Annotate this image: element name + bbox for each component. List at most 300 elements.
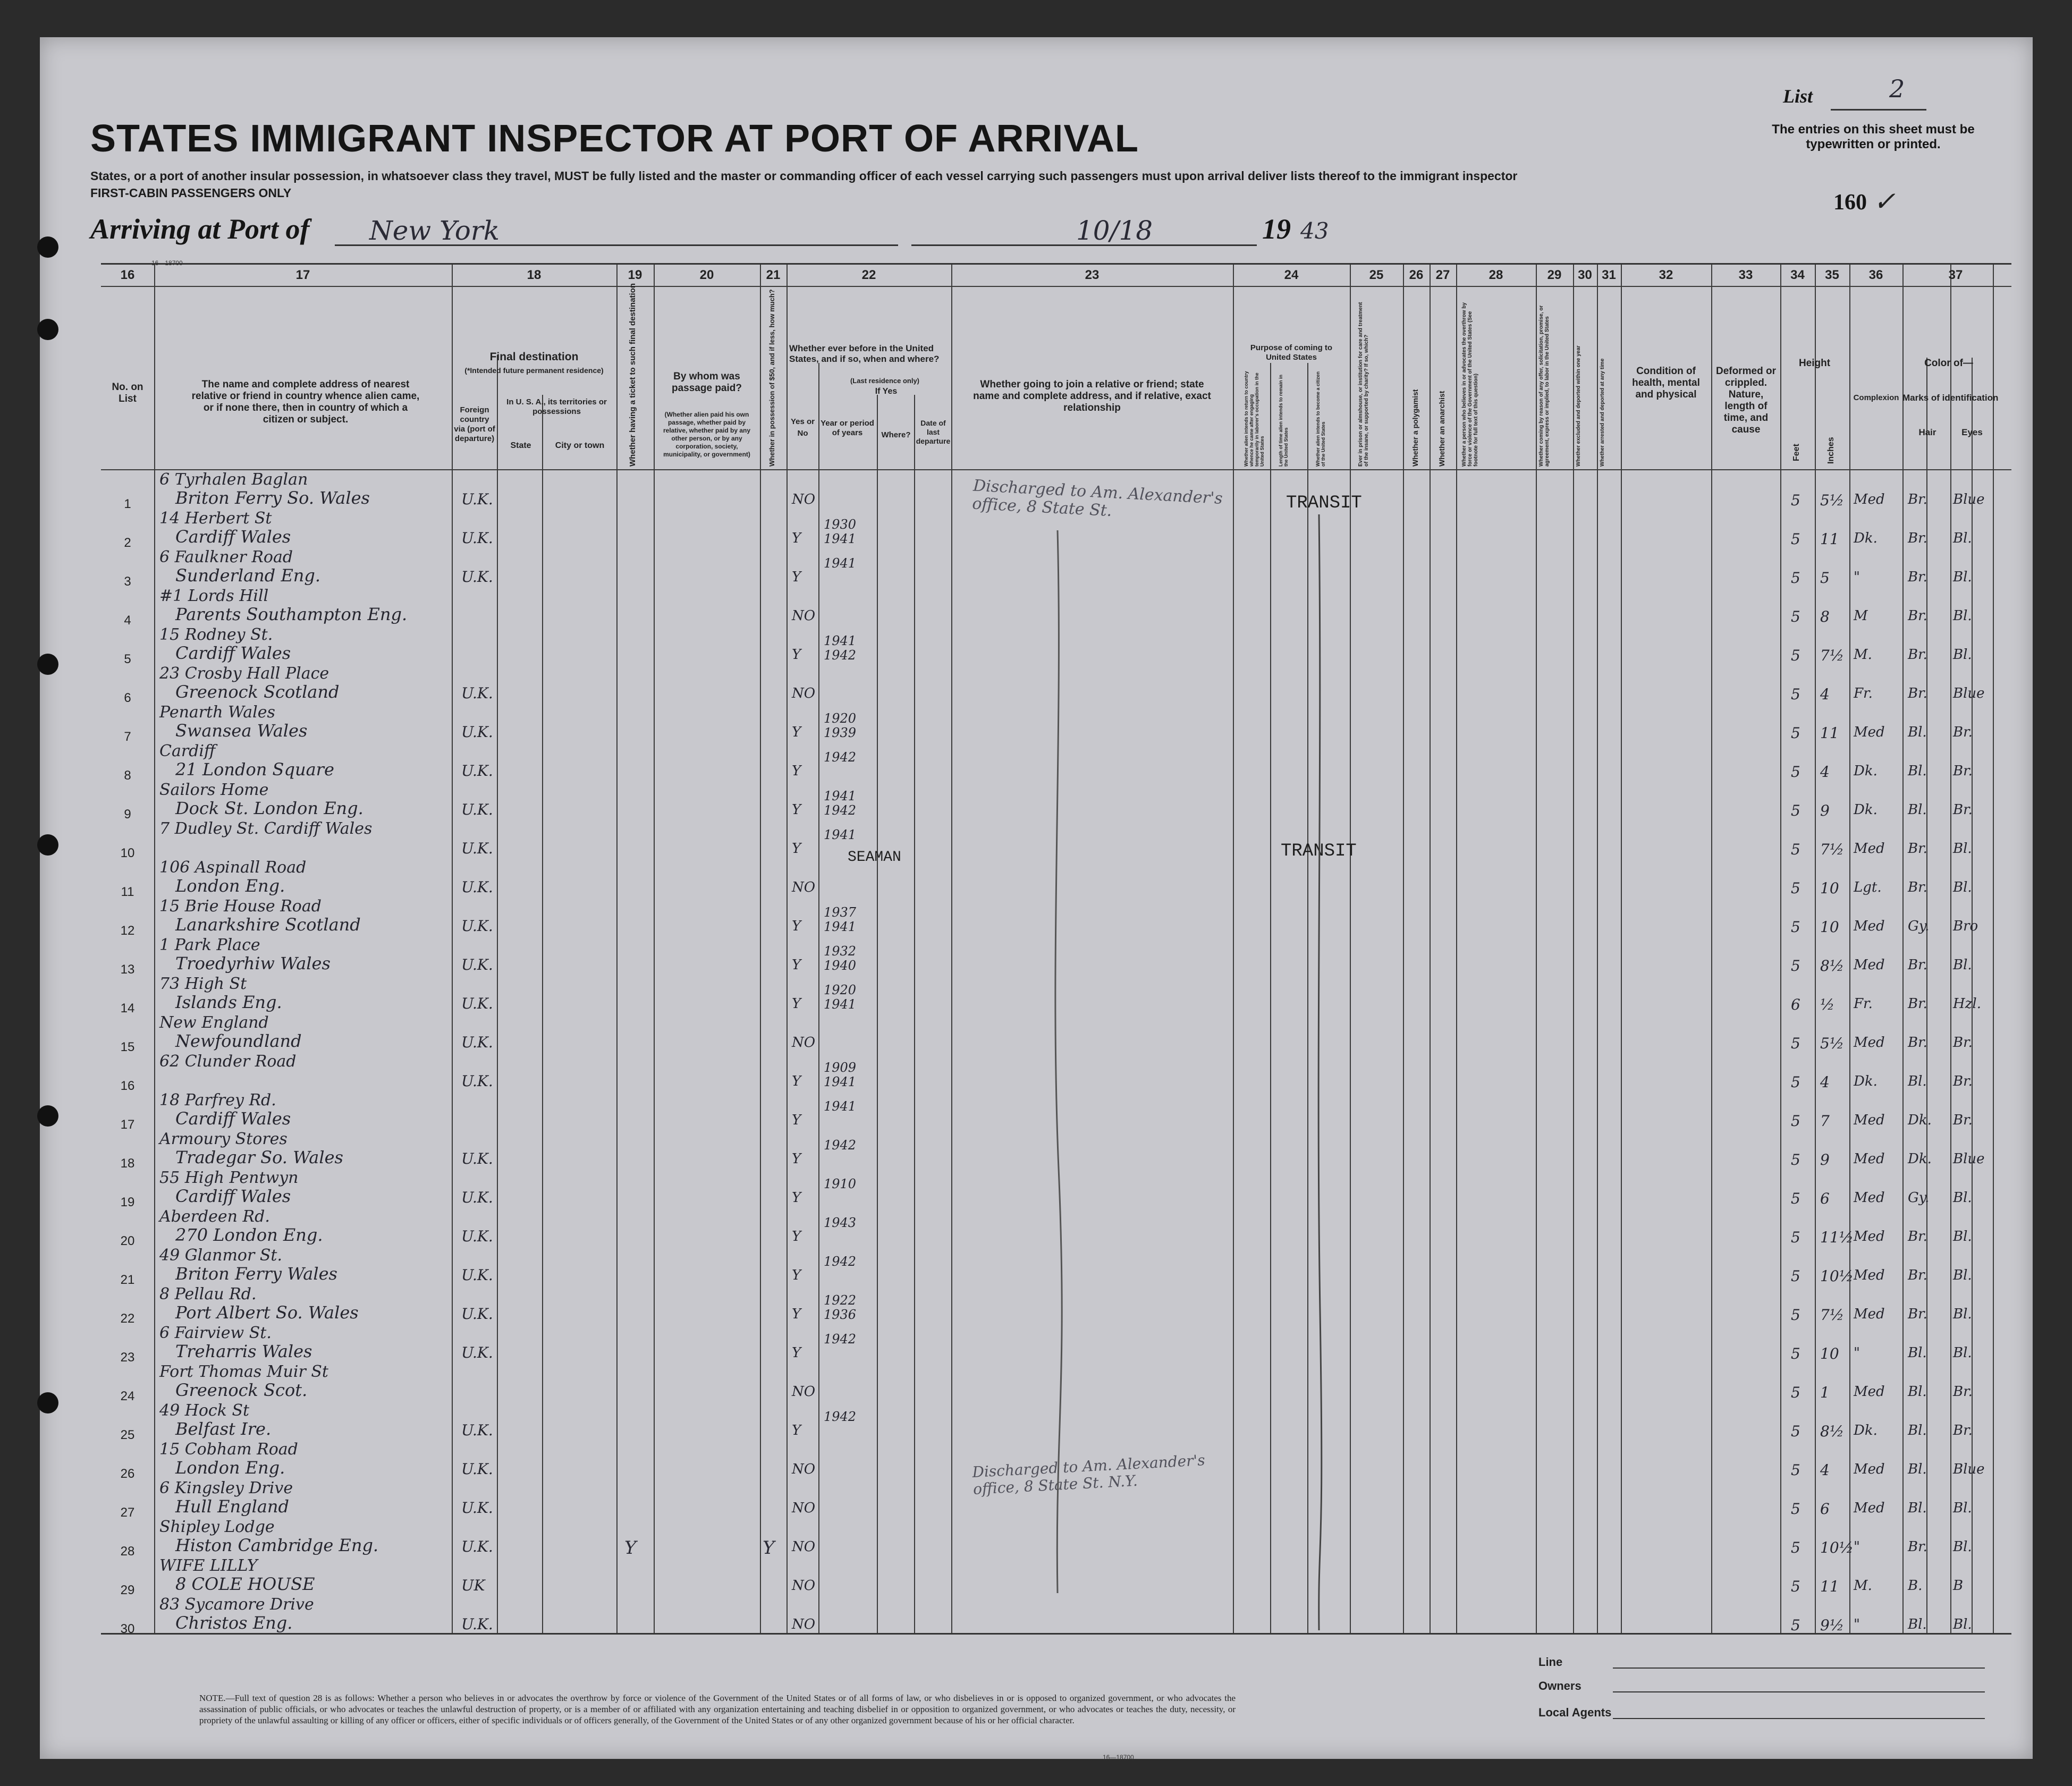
height-feet: 5 — [1791, 802, 1800, 819]
hair-color: Bl. — [1908, 1461, 1927, 1477]
relative-address-line: 6 Kingsley Drive — [159, 1479, 293, 1497]
complexion: Med — [1854, 1267, 1885, 1283]
column-number: 17 — [295, 268, 310, 282]
column-rule — [154, 265, 155, 1633]
height-inches: 9½ — [1820, 1616, 1844, 1634]
height-feet: 5 — [1791, 1073, 1800, 1091]
column-number: 35 — [1825, 268, 1839, 282]
foreign-country: U.K. — [461, 1266, 493, 1284]
height-feet: 5 — [1791, 879, 1800, 897]
height-inches: 4 — [1820, 1461, 1830, 1479]
eye-color: Hzl. — [1953, 996, 1981, 1012]
column-number: 30 — [1578, 268, 1592, 282]
header-hair: Hair — [1918, 427, 1936, 437]
row-number: 17 — [120, 1118, 135, 1132]
column-rule — [1430, 265, 1431, 1633]
relative-address: Cardiff Wales — [175, 1108, 291, 1129]
column-rule — [654, 265, 655, 1633]
relative-address: London Eng. — [175, 1458, 285, 1478]
relative-address-line: New England — [159, 1013, 269, 1032]
eye-color: Blue — [1953, 685, 1985, 701]
year-prefix: 19 — [1262, 213, 1291, 245]
relative-address-line: 23 Crosby Hall Place — [159, 664, 329, 683]
eye-color: Bl. — [1953, 879, 1972, 895]
punch-hole — [37, 1392, 58, 1413]
relative-address: Histon Cambridge Eng. — [175, 1535, 379, 1555]
before-us-years: 1941 — [824, 827, 857, 842]
column-rule — [1926, 358, 1927, 1633]
header-arrested: Whether arrested and deported at any time — [1600, 358, 1605, 467]
transit-stamp: TRANSIT — [1286, 493, 1362, 513]
foreign-country: U.K. — [461, 1228, 493, 1245]
hair-color: Br. — [1908, 1229, 1927, 1245]
column-number: 36 — [1868, 268, 1883, 282]
complexion: Med — [1854, 1461, 1885, 1477]
row-number: 24 — [120, 1389, 135, 1403]
footnote: NOTE.—Full text of question 28 is as follows: Whether a person who believes in or advocates the overthrow by force or violence of the Government of the United States or of all forms of law, or who disbelieves in or is opposed to organized government, or who advocates the assassination of public officials, or who advocates or teaches the unlawful destruction of property, or is a member of or affiliated with any organization entertaining and teaching disbelief in or opposition to organized government, or who advocates or teaches the duty, necessity, or propriety of the unlawful assaulting or killing of any officer or officers, either of specific individuals or of officers generally, of the Government of the United States or of any other organized government because of his or her official character. — [199, 1693, 1236, 1725]
height-feet: 5 — [1791, 1461, 1800, 1479]
hair-color: Bl. — [1908, 1616, 1927, 1632]
column-rule — [1780, 265, 1781, 1633]
complexion: Med — [1854, 1500, 1885, 1516]
hair-color: Bl. — [1908, 1423, 1927, 1438]
relative-address: 270 London Eng. — [175, 1225, 323, 1245]
height-feet: 5 — [1791, 647, 1800, 664]
before-us-yes-no: Y — [792, 1190, 801, 1206]
column-number: 18 — [527, 268, 542, 282]
row-number: 4 — [124, 613, 131, 628]
form-number: 16—18700 — [151, 259, 183, 267]
hair-color: Br. — [1908, 492, 1927, 507]
complexion: Med — [1854, 841, 1885, 857]
complexion: Med — [1854, 957, 1885, 973]
eye-color: Br. — [1953, 724, 1973, 740]
header-if-yes: If Yes — [875, 387, 898, 396]
height-feet: 5 — [1791, 1423, 1800, 1440]
relative-address-line: Penarth Wales — [159, 703, 275, 722]
before-us-years: 1937 1941 — [824, 905, 857, 934]
before-us-yes-no: Y — [792, 802, 801, 818]
eye-color: Blue — [1953, 1461, 1985, 1477]
before-us-yes-no: Y — [792, 724, 801, 740]
relative-address: Cardiff Wales — [175, 527, 291, 547]
height-feet: 5 — [1791, 1500, 1800, 1518]
foreign-country: U.K. — [461, 568, 493, 586]
header-before-us: Whether ever before in the United States, and if so, when and where? — [789, 343, 940, 364]
column-rule — [542, 395, 543, 1633]
column-rule — [914, 395, 915, 1633]
before-us-yes-no: NO — [792, 1539, 816, 1555]
relative-address-line: 15 Rodney St. — [159, 625, 273, 644]
column-rule — [1711, 265, 1712, 1633]
height-inches: ½ — [1820, 996, 1835, 1013]
relative-address: Greenock Scotland — [175, 682, 340, 702]
local-agents-field — [1613, 1718, 1985, 1719]
column-rule — [760, 265, 761, 1633]
before-us-years: 1943 — [824, 1215, 857, 1230]
complexion: Med — [1854, 1190, 1885, 1206]
height-inches: 5½ — [1820, 492, 1844, 509]
list-label: List — [1783, 86, 1813, 107]
header-excluded: Whether excluded and deported within one year — [1576, 345, 1582, 467]
column-number: 28 — [1489, 268, 1503, 282]
height-feet: 5 — [1791, 957, 1800, 975]
relative-address-line: Sailors Home — [159, 781, 269, 799]
page-number: 160 — [1833, 190, 1867, 215]
column-rule — [1270, 363, 1271, 1633]
height-feet: 5 — [1791, 918, 1800, 936]
relative-address-line: 73 High St — [159, 975, 247, 993]
hair-color: Br. — [1908, 879, 1927, 895]
foreign-country: U.K. — [461, 762, 493, 780]
pen-stroke — [1047, 530, 1068, 1593]
complexion: Lgt. — [1854, 879, 1882, 895]
before-us-yes-no: NO — [792, 1500, 816, 1516]
foreign-country: U.K. — [461, 1150, 493, 1167]
before-us-years: 1942 — [824, 1254, 857, 1269]
column-rule — [1233, 265, 1234, 1633]
row-number: 16 — [120, 1079, 135, 1093]
row-number: 20 — [120, 1234, 135, 1248]
eye-color: Bl. — [1953, 1267, 1972, 1283]
column-rule — [1597, 265, 1598, 1633]
eye-color: Blue — [1953, 1151, 1985, 1167]
hair-color: Br. — [1908, 1539, 1927, 1555]
class-line: FIRST-CABIN PASSENGERS ONLY — [90, 186, 292, 200]
height-inches: 11 — [1820, 724, 1839, 742]
eye-color: Bl. — [1953, 569, 1972, 585]
form-number: 16—18700 — [1103, 1754, 1134, 1761]
column-number: 16 — [120, 268, 135, 282]
height-feet: 6 — [1791, 996, 1800, 1013]
header-ticket: Whether having a ticket to such final destination — [628, 283, 637, 467]
before-us-yes-no: Y — [792, 1073, 801, 1089]
column-rule — [1307, 363, 1308, 1633]
relative-address: Swansea Wales — [175, 721, 308, 741]
height-inches: 7½ — [1820, 647, 1844, 664]
header-foreign-country: Foreign country via (port of departure) — [454, 405, 495, 443]
foreign-country: U.K. — [461, 956, 493, 974]
column-number: 23 — [1085, 268, 1100, 282]
column-number: 37 — [1948, 268, 1963, 282]
height-inches: 5 — [1820, 569, 1830, 587]
line-label: Line — [1538, 1655, 1563, 1669]
height-inches: 10½ — [1820, 1539, 1854, 1556]
foreign-country: U.K. — [461, 801, 493, 818]
row-number: 21 — [120, 1273, 135, 1287]
column-rule — [616, 265, 618, 1633]
eye-color: Bl. — [1953, 1190, 1972, 1206]
relative-address-line: 55 High Pentwyn — [159, 1169, 299, 1187]
complexion: Med — [1854, 724, 1885, 740]
before-us-yes-no: Y — [792, 841, 801, 857]
relative-address: Cardiff Wales — [175, 643, 291, 663]
before-us-years: 1942 — [824, 1332, 857, 1347]
before-us-yes-no: Y — [792, 763, 801, 779]
relative-address: Troedyrhiw Wales — [175, 953, 331, 974]
column-rule — [1456, 265, 1457, 1633]
column-rule — [497, 355, 498, 1633]
header-yes-no: Yes or No — [790, 417, 815, 438]
relative-address-line: 8 Pellau Rd. — [159, 1285, 257, 1303]
header-final-destination: Final destination — [489, 351, 579, 363]
column-number: 22 — [861, 268, 876, 282]
column-rule — [951, 265, 952, 1633]
foreign-country: U.K. — [461, 529, 493, 547]
relative-address-line: 14 Herbert St — [159, 509, 272, 528]
eye-color: Br. — [1953, 1423, 1973, 1438]
joining-note: Discharged to Am. Alexander's office, 8 State St. N.Y. — [971, 1451, 1206, 1498]
before-us-yes-no: Y — [792, 530, 801, 546]
punch-hole — [37, 834, 58, 856]
relative-address: Briton Ferry So. Wales — [175, 488, 370, 508]
complexion: Med — [1854, 492, 1885, 507]
eye-color: Bl. — [1953, 608, 1972, 624]
foreign-country: U.K. — [461, 490, 493, 508]
header-joining: Whether going to join a relative or friend; state name and complete address, and if relative, exact relationship — [973, 379, 1211, 413]
column-rule — [452, 265, 453, 1633]
height-inches: 7 — [1820, 1112, 1830, 1130]
header-prison: Ever in prison or almshouse, or institution for care and treatment of the insane, or supported by charity? If so, which? — [1358, 302, 1369, 467]
relative-address: 8 COLE HOUSE — [175, 1574, 315, 1594]
foreign-country: U.K. — [461, 878, 493, 896]
height-inches: 5½ — [1820, 1035, 1844, 1052]
before-us-years: 1930 1941 — [824, 517, 857, 546]
header-anarchist: Whether an anarchist — [1437, 391, 1446, 467]
complexion: Med — [1854, 1035, 1885, 1051]
height-feet: 5 — [1791, 1306, 1800, 1324]
column-number: 33 — [1738, 268, 1753, 282]
height-inches: 6 — [1820, 1190, 1830, 1207]
typewritten-instruction: The entries on this sheet must be typewritten or printed. — [1772, 122, 1975, 151]
port-value: New York — [369, 215, 500, 246]
before-us-years: 1909 1941 — [824, 1060, 857, 1089]
row-number: 5 — [124, 652, 131, 666]
column-number: 31 — [1602, 268, 1616, 282]
before-us-yes-no: Y — [792, 647, 801, 663]
height-feet: 5 — [1791, 492, 1800, 509]
height-feet: 5 — [1791, 569, 1800, 587]
column-number: 21 — [766, 268, 781, 282]
height-feet: 5 — [1791, 1229, 1800, 1246]
relative-address: Treharris Wales — [175, 1341, 312, 1361]
hair-color: Bl. — [1908, 1345, 1927, 1361]
column-rule — [1573, 265, 1574, 1633]
row-number: 9 — [124, 807, 131, 822]
relative-address: Dock St. London Eng. — [175, 798, 363, 818]
relative-address-line: Armoury Stores — [159, 1130, 287, 1148]
relative-address: Sunderland Eng. — [175, 565, 321, 586]
owners-field — [1613, 1691, 1985, 1692]
eye-color: Br. — [1953, 763, 1973, 779]
owners-label: Owners — [1538, 1679, 1582, 1692]
height-inches: 9 — [1820, 1151, 1830, 1169]
hair-color: Br. — [1908, 1035, 1927, 1051]
column-number: 27 — [1435, 268, 1450, 282]
foreign-country: U.K. — [461, 840, 493, 857]
row-number: 23 — [120, 1350, 135, 1365]
relative-address-line: Shipley Lodge — [159, 1518, 275, 1536]
row-number: 2 — [124, 536, 131, 550]
seaman-note: SEAMAN — [848, 849, 901, 866]
column-rule — [1972, 358, 1973, 1633]
relative-address-line: 6 Fairview St. — [159, 1324, 272, 1342]
header-money: Whether in possession of $50, and if less, how much? — [768, 289, 776, 467]
complexion: Med — [1854, 1151, 1885, 1167]
header-last-residence: (Last residence only) — [850, 377, 920, 385]
column-rule — [1815, 265, 1816, 1633]
eye-color: Bro — [1953, 918, 1978, 934]
foreign-country: U.K. — [461, 1460, 493, 1478]
complexion: " — [1854, 1539, 1860, 1555]
hair-color: Bl. — [1908, 1500, 1927, 1516]
foreign-country: U.K. — [461, 1034, 493, 1051]
hair-color: Br. — [1908, 530, 1927, 546]
port-label: Arriving at Port of — [90, 213, 310, 245]
height-feet: 5 — [1791, 1539, 1800, 1556]
column-rule — [1849, 265, 1850, 1633]
height-feet: 5 — [1791, 1616, 1800, 1634]
height-feet: 5 — [1791, 1267, 1800, 1285]
complexion: Fr. — [1854, 996, 1873, 1012]
height-feet: 5 — [1791, 1151, 1800, 1169]
relative-address: Port Albert So. Wales — [175, 1302, 359, 1323]
eye-color: Bl. — [1953, 957, 1972, 973]
complexion: M — [1854, 608, 1868, 624]
before-us-yes-no: Y — [792, 569, 801, 585]
relative-address: Newfoundland — [175, 1031, 302, 1051]
column-number: 20 — [699, 268, 714, 282]
relative-address: Islands Eng. — [175, 992, 282, 1012]
eye-color: B — [1953, 1578, 1964, 1594]
row-number: 22 — [120, 1311, 135, 1326]
page-subtitle: States, or a port of another insular possession, in whatsoever class they travel, MUST be fully listed and the master or commanding officer of each vessel carrying such passengers must upon arrival deliver lists thereof to the immigrant inspector — [90, 169, 1518, 183]
height-feet: 5 — [1791, 1578, 1800, 1595]
before-us-yes-no: NO — [792, 1616, 816, 1632]
height-inches: 8½ — [1820, 957, 1844, 975]
before-us-yes-no: NO — [792, 608, 816, 624]
before-us-yes-no: NO — [792, 1035, 816, 1051]
height-inches: 4 — [1820, 685, 1830, 703]
relative-address-line: 6 Faulkner Road — [159, 548, 293, 566]
row-number: 10 — [120, 846, 135, 860]
row-number: 30 — [120, 1622, 135, 1636]
height-feet: 5 — [1791, 1345, 1800, 1362]
column-rule — [1350, 265, 1351, 1633]
header-no-on-list: No. on List — [112, 382, 143, 404]
complexion: Med — [1854, 1306, 1885, 1322]
foreign-country: U.K. — [461, 1189, 493, 1206]
before-us-yes-no: Y — [792, 918, 801, 934]
foreign-country: U.K. — [461, 1072, 493, 1090]
before-us-yes-no: NO — [792, 492, 816, 507]
relative-address-line: #1 Lords Hill — [159, 587, 269, 605]
relative-address-line: Fort Thomas Muir St — [159, 1362, 328, 1381]
header-inches: Inches — [1826, 437, 1836, 464]
punch-hole — [37, 319, 58, 340]
complexion: " — [1854, 1616, 1860, 1632]
column-number: 32 — [1659, 268, 1673, 282]
eye-color: Bl. — [1953, 647, 1972, 663]
column-rule — [786, 265, 788, 1633]
before-us-yes-no: Y — [792, 1151, 801, 1167]
height-feet: 5 — [1791, 1384, 1800, 1401]
eye-color: Br. — [1953, 1384, 1973, 1400]
header-deformed: Deformed or crippled. Nature, length of time, and cause — [1716, 366, 1776, 435]
height-inches: 11½ — [1820, 1229, 1854, 1246]
column-rule — [1902, 265, 1904, 1633]
before-us-yes-no: Y — [792, 1345, 801, 1361]
header-where: Where? — [881, 430, 911, 439]
row-number: 6 — [124, 691, 131, 705]
height-inches: 10½ — [1820, 1267, 1854, 1285]
before-us-yes-no: Y — [792, 1306, 801, 1322]
before-us-yes-no: Y — [792, 1229, 801, 1245]
column-rule — [1621, 265, 1622, 1633]
header-date-departure: Date of last departure — [916, 419, 951, 445]
relative-address-line: 106 Aspinall Road — [159, 858, 307, 877]
column-number: 19 — [628, 268, 642, 282]
header-polygamist: Whether a polygamist — [1411, 389, 1419, 467]
punch-hole — [37, 236, 58, 258]
relative-address-line: 15 Brie House Road — [159, 897, 322, 916]
row-number: 12 — [120, 924, 135, 938]
header-feet: Feet — [1792, 444, 1801, 461]
relative-address-line: 83 Sycamore Drive — [159, 1595, 314, 1614]
column-number: 25 — [1369, 268, 1384, 282]
list-value: 2 — [1889, 74, 1905, 103]
hair-color: Br. — [1908, 608, 1927, 624]
relative-address-line: 49 Hock St — [159, 1401, 250, 1420]
relative-address: Greenock Scot. — [175, 1380, 308, 1400]
hair-color: Br. — [1908, 1306, 1927, 1322]
relative-address: Hull England — [175, 1496, 290, 1517]
before-us-years: 1920 1939 — [824, 711, 857, 740]
height-inches: 8 — [1820, 608, 1830, 625]
column-rule — [877, 395, 878, 1633]
before-us-yes-no: Y — [792, 1267, 801, 1283]
foreign-country: U.K. — [461, 723, 493, 741]
relative-address: Briton Ferry Wales — [175, 1264, 337, 1284]
ticket-mark: Y — [624, 1537, 637, 1559]
height-inches: 4 — [1820, 763, 1830, 781]
complexion: Med — [1854, 1112, 1885, 1128]
manifest-sheet — [40, 37, 2033, 1759]
complexion: Dk. — [1854, 763, 1878, 779]
header-eyes: Eyes — [1961, 427, 1983, 437]
relative-address: London Eng. — [175, 876, 285, 896]
height-feet: 5 — [1791, 1112, 1800, 1130]
complexion: Med — [1854, 1384, 1885, 1400]
before-us-years: 1932 1940 — [824, 944, 857, 973]
header-in-usa: In U. S. A., its territories or possessions — [506, 397, 607, 416]
row-number: 19 — [120, 1195, 135, 1209]
header-bottom-rule — [101, 469, 2011, 470]
row-number: 3 — [124, 574, 131, 589]
column-rule — [1993, 265, 1994, 1633]
hair-color: Bl. — [1908, 724, 1927, 740]
before-us-yes-no: NO — [792, 879, 816, 895]
height-inches: 10 — [1820, 918, 1839, 936]
height-feet: 5 — [1791, 1035, 1800, 1052]
before-us-yes-no: NO — [792, 1578, 816, 1594]
column-rule — [818, 363, 819, 1633]
hair-color: Br. — [1908, 957, 1927, 973]
column-number: 29 — [1547, 268, 1562, 282]
height-inches: 8½ — [1820, 1423, 1844, 1440]
before-us-years: 1941 — [824, 556, 857, 571]
hair-color: Br. — [1908, 569, 1927, 585]
